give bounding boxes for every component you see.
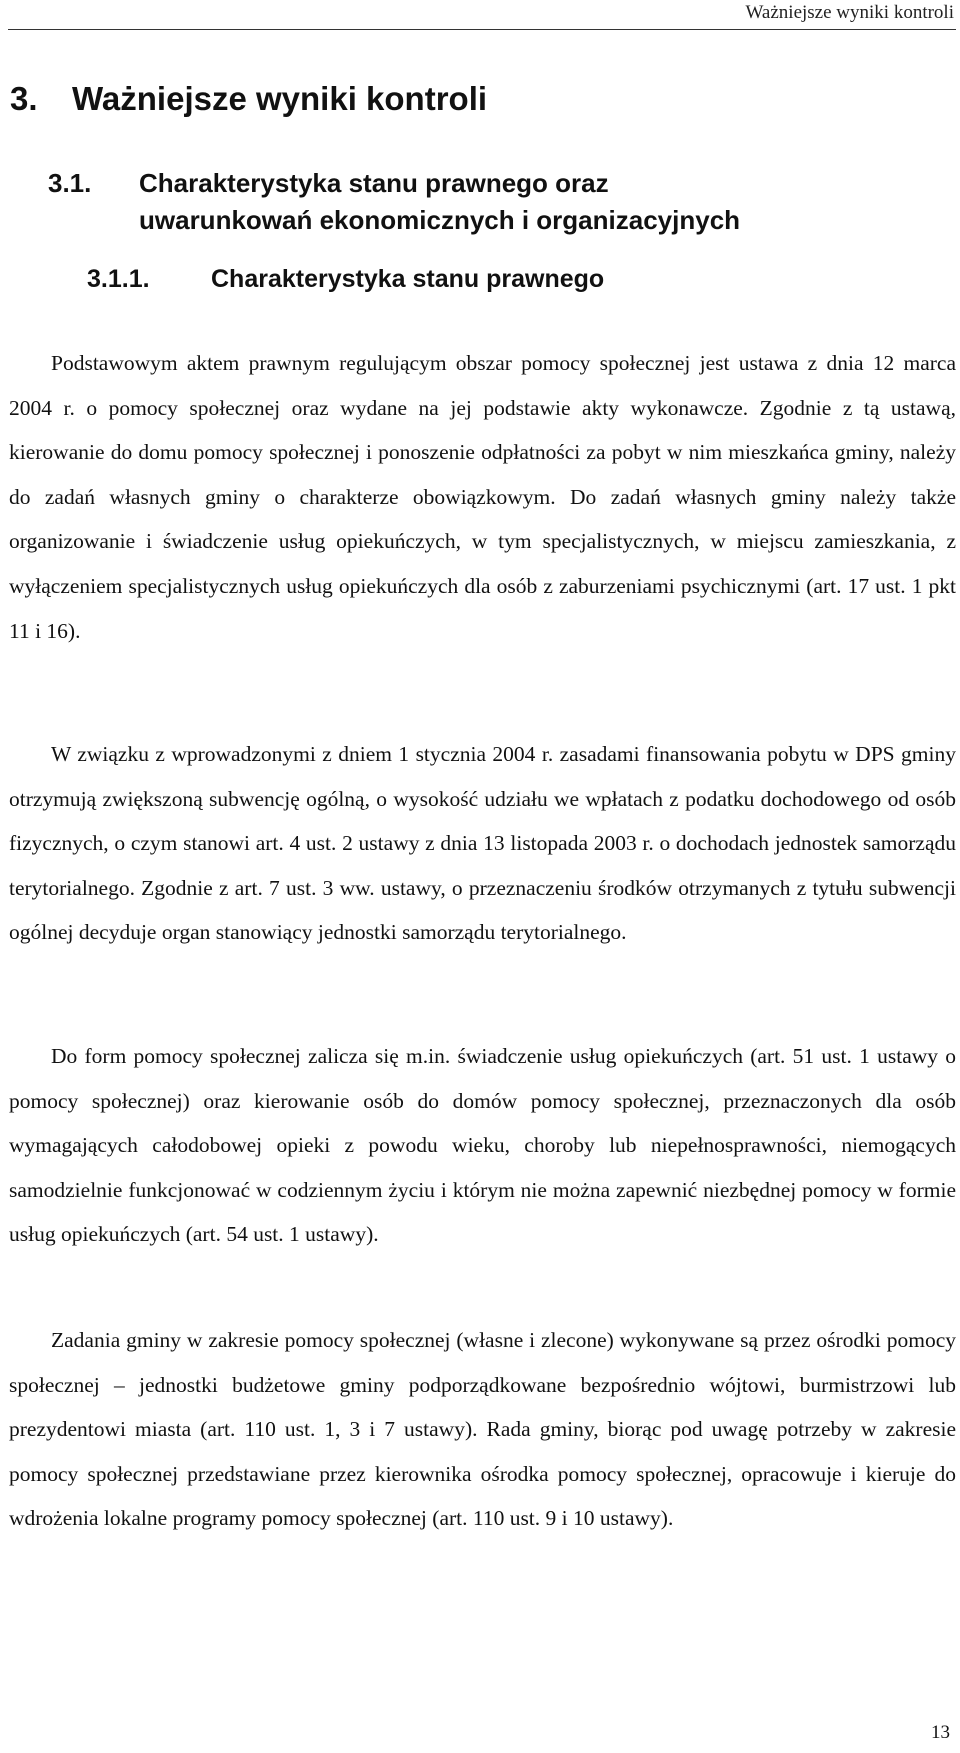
heading-level-2 (48, 165, 740, 239)
heading-level-1-title: Ważniejsze wyniki kontroli (72, 80, 488, 117)
paragraph-4: Zadania gminy w zakresie pomocy społecznej (własne i zlecone) wykonywane są przez ośrodki pomocy społecznej – jednostki budżetowe gminy podporządkowane bezpośrednio wójtowi, burmistrzowi lub prezydentowi miasta (art. 110 ust. 1, 3 i 7 ustawy). Rada gminy, biorąc pod uwagę potrzeby w zakresie pomocy społecznej przedstawiane przez kierownika ośrodka pomocy społecznej, opracowuje i kieruje do wdrożenia lokalne programy pomocy społecznej (art. 110 ust. 9 i 10 ustawy). (9, 1328, 956, 1531)
heading-level-3-title: Charakterystyka stanu prawnego (211, 265, 605, 293)
heading-level-2-line-1: Charakterystyka stanu prawnego oraz (139, 168, 609, 198)
running-header: Ważniejsze wyniki kontroli (745, 2, 954, 23)
paragraph-1: Podstawowym aktem prawnym regulującym obszar pomocy społecznej jest ustawa z dnia 12 marca 2004 r. o pomocy społecznej oraz wydane na jej podstawie akty wykonawcze. Zgodnie z tą ustawą, kierowanie do domu pomocy społecznej i ponoszenie odpłatności za pobyt w nim mieszkańca gminy, należy do zadań własnych gminy o charakterze obowiązkowym. Do zadań własnych gminy należy także organizowanie i świadczenie usług opiekuńczych, w tym specjalistycznych, w miejscu zamieszkania, z wyłączeniem specjalistycznych usług opiekuńczych dla osób z zaburzeniami psychicznymi (art. 17 ust. 1 pkt 11 i 16). (9, 351, 956, 643)
heading-level-3-number: 3.1.1. (87, 265, 150, 293)
paragraph-2: W związku z wprowadzonymi z dniem 1 stycznia 2004 r. zasadami finansowania pobytu w DPS gminy otrzymują zwiększoną subwencję ogólną, o wysokość udziału we wpłatach z podatku dochodowego od osób fizycznych, o czym stanowi art. 4 ust. 2 ustawy z dnia 13 listopada 2003 r. o dochodach jednostek samorządu terytorialnego. Zgodnie z art. 7 ust. 3 ww. ustawy, o przeznaczeniu środków otrzymanych z tytułu subwencji ogólnej decyduje organ stanowiący jednostki samorządu terytorialnego. (9, 742, 956, 945)
heading-level-2-number: 3.1. (48, 168, 92, 198)
header-rule (8, 29, 956, 30)
page-number: 13 (931, 1722, 950, 1743)
heading-level-1-number: 3. (10, 80, 38, 117)
heading-level-2-line-2: uwarunkowań ekonomicznych i organizacyjnych (139, 205, 741, 235)
heading-level-1 (10, 80, 487, 118)
paragraph-3: Do form pomocy społecznej zalicza się m.in. świadczenie usług opiekuńczych (art. 51 ust. 1 ustawy o pomocy społecznej) oraz kierowanie osób do domów pomocy społecznej, przeznaczonych dla osób wymagających całodobowej opieki z powodu wieku, choroby lub niepełnosprawności, niemogących samodzielnie funkcjonować w codziennym życiu i którym nie można zapewnić niezbędnej pomocy w formie usług opiekuńczych (art. 54 ust. 1 ustawy). (9, 1044, 956, 1247)
heading-level-3 (87, 265, 604, 294)
